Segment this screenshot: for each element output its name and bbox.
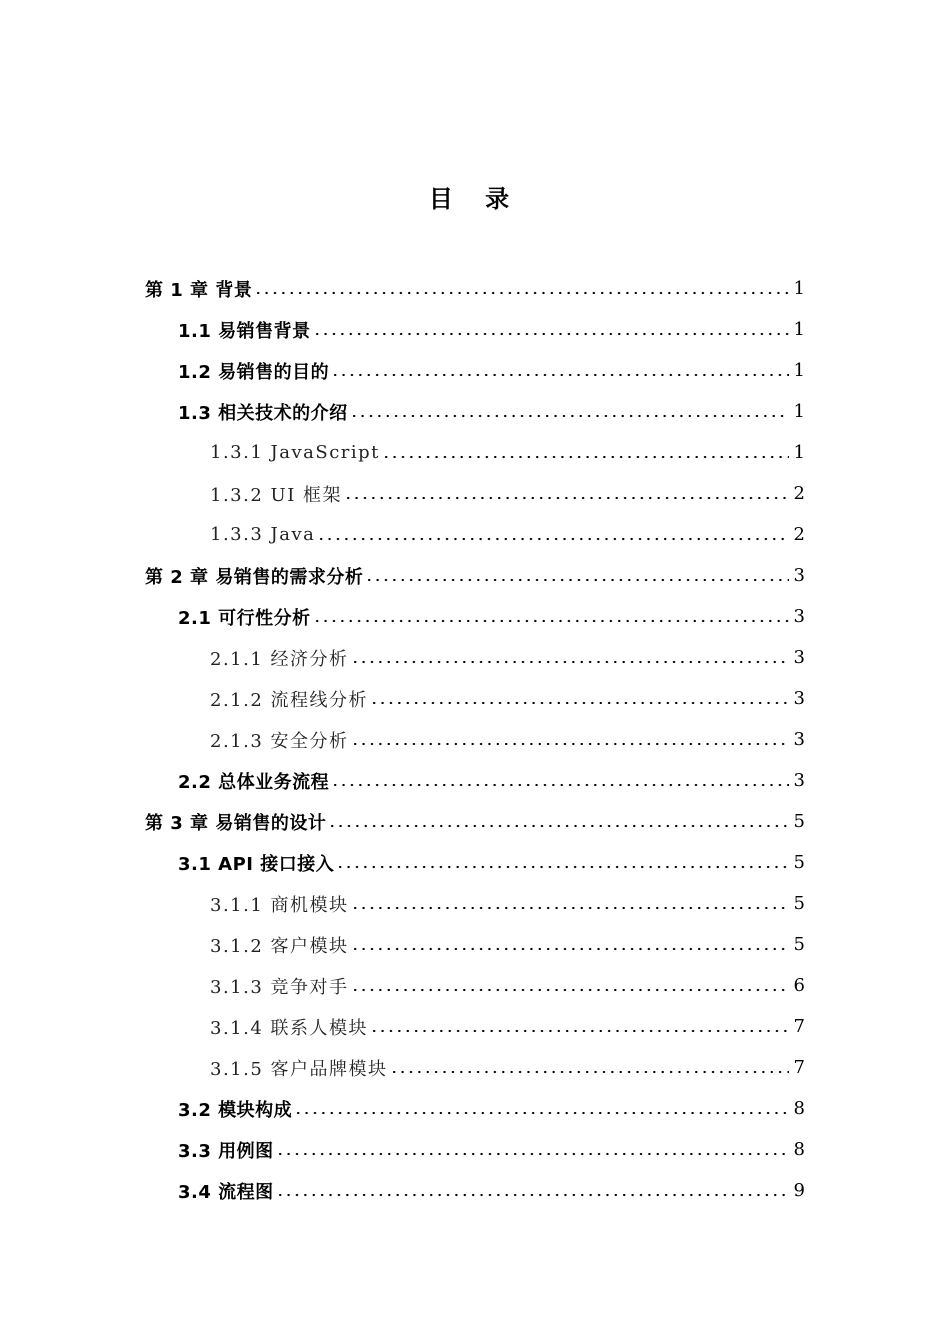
dot-leader: [344, 489, 789, 507]
toc-entry-label: 2.1.3 安全分析: [210, 730, 349, 752]
dot-leader: [370, 1022, 789, 1040]
toc-entry[interactable]: [0, 350, 950, 391]
dot-leader: [351, 735, 789, 753]
toc-entry-label: 1.1 易销售背景: [178, 320, 311, 342]
toc-page-number: 3: [793, 647, 805, 668]
toc-entry[interactable]: [0, 432, 950, 473]
dot-leader: [313, 325, 789, 343]
toc-page-number: 5: [793, 811, 805, 832]
toc-page-number: 3: [793, 565, 805, 586]
toc-entry[interactable]: [0, 268, 950, 309]
toc-entry-label: 1.2 易销售的目的: [178, 361, 330, 383]
toc-entry[interactable]: [0, 801, 950, 842]
dot-leader: [382, 448, 789, 466]
toc-page-number: 7: [793, 1016, 805, 1037]
toc-entry[interactable]: [0, 473, 950, 514]
dot-leader: [313, 612, 789, 630]
table-of-contents: [0, 268, 950, 1211]
toc-entry-label: 3.1.1 商机模块: [210, 894, 349, 916]
dot-leader: [390, 1063, 789, 1081]
toc-entry-label: 2.2 总体业务流程: [178, 771, 330, 793]
toc-entry[interactable]: [0, 842, 950, 883]
dot-leader: [331, 776, 789, 794]
toc-entry[interactable]: [0, 637, 950, 678]
toc-page-number: 2: [793, 483, 805, 504]
toc-page-number: 7: [793, 1057, 805, 1078]
toc-page-number: 5: [793, 893, 805, 914]
toc-page-number: 5: [793, 934, 805, 955]
toc-entry-label: 1.3.2 UI 框架: [210, 484, 343, 506]
toc-entry-label: 3.4 流程图: [178, 1181, 274, 1203]
dot-leader: [370, 694, 789, 712]
dot-leader: [317, 530, 789, 548]
toc-page-number: 1: [793, 278, 805, 299]
toc-entry[interactable]: [0, 555, 950, 596]
toc-entry[interactable]: [0, 391, 950, 432]
toc-entry[interactable]: [0, 514, 950, 555]
dot-leader: [351, 899, 789, 917]
dot-leader: [254, 284, 789, 302]
toc-page-number: 1: [793, 360, 805, 381]
toc-entry-label: 第 3 章 易销售的设计: [145, 812, 327, 834]
toc-page-number: 2: [793, 524, 805, 545]
toc-entry[interactable]: [0, 1170, 950, 1211]
toc-entry-label: 2.1.1 经济分析: [210, 648, 349, 670]
toc-entry-label: 第 2 章 易销售的需求分析: [145, 566, 364, 588]
toc-page-number: 5: [793, 852, 805, 873]
toc-entry[interactable]: [0, 1088, 950, 1129]
dot-leader: [276, 1145, 789, 1163]
toc-entry-label: 1.3.3 Java: [210, 524, 316, 545]
toc-entry-label: 3.1.3 竞争对手: [210, 976, 349, 998]
toc-entry[interactable]: [0, 1129, 950, 1170]
toc-entry[interactable]: [0, 760, 950, 801]
dot-leader: [331, 366, 789, 384]
toc-entry-label: 3.1 API 接口接入: [178, 853, 335, 875]
toc-page-number: 3: [793, 770, 805, 791]
toc-page-number: 3: [793, 688, 805, 709]
dot-leader: [365, 571, 789, 589]
dot-leader: [294, 1104, 789, 1122]
toc-entry[interactable]: [0, 883, 950, 924]
toc-entry-label: 3.1.4 联系人模块: [210, 1017, 369, 1039]
toc-entry-label: 1.3.1 JavaScript: [210, 442, 380, 463]
toc-entry-label: 3.1.2 客户模块: [210, 935, 349, 957]
toc-entry[interactable]: [0, 1006, 950, 1047]
dot-leader: [351, 653, 789, 671]
toc-page-number: 1: [793, 442, 805, 463]
dot-leader: [350, 407, 789, 425]
toc-page-number: 1: [793, 319, 805, 340]
toc-entry-label: 2.1.2 流程线分析: [210, 689, 369, 711]
toc-entry[interactable]: [0, 719, 950, 760]
dot-leader: [276, 1186, 789, 1204]
toc-entry-label: 2.1 可行性分析: [178, 607, 311, 629]
toc-page-number: 9: [793, 1180, 805, 1201]
toc-entry-label: 第 1 章 背景: [145, 279, 253, 301]
toc-entry[interactable]: [0, 1047, 950, 1088]
toc-page-number: 8: [793, 1098, 805, 1119]
toc-entry-label: 3.2 模块构成: [178, 1099, 293, 1121]
toc-page-number: 3: [793, 606, 805, 627]
toc-page-number: 3: [793, 729, 805, 750]
toc-page-number: 1: [793, 401, 805, 422]
toc-entry[interactable]: [0, 309, 950, 350]
toc-entry[interactable]: [0, 596, 950, 637]
toc-entry[interactable]: [0, 924, 950, 965]
dot-leader: [351, 940, 789, 958]
toc-entry-label: 3.3 用例图: [178, 1140, 274, 1162]
toc-entry-label: 3.1.5 客户品牌模块: [210, 1058, 388, 1080]
page-title: 目 录: [428, 185, 522, 213]
toc-entry[interactable]: [0, 678, 950, 719]
toc-entry-label: 1.3 相关技术的介绍: [178, 402, 348, 424]
toc-page-number: 6: [793, 975, 805, 996]
dot-leader: [328, 817, 789, 835]
dot-leader: [351, 981, 789, 999]
toc-entry[interactable]: [0, 965, 950, 1006]
dot-leader: [336, 858, 789, 876]
toc-page-number: 8: [793, 1139, 805, 1160]
